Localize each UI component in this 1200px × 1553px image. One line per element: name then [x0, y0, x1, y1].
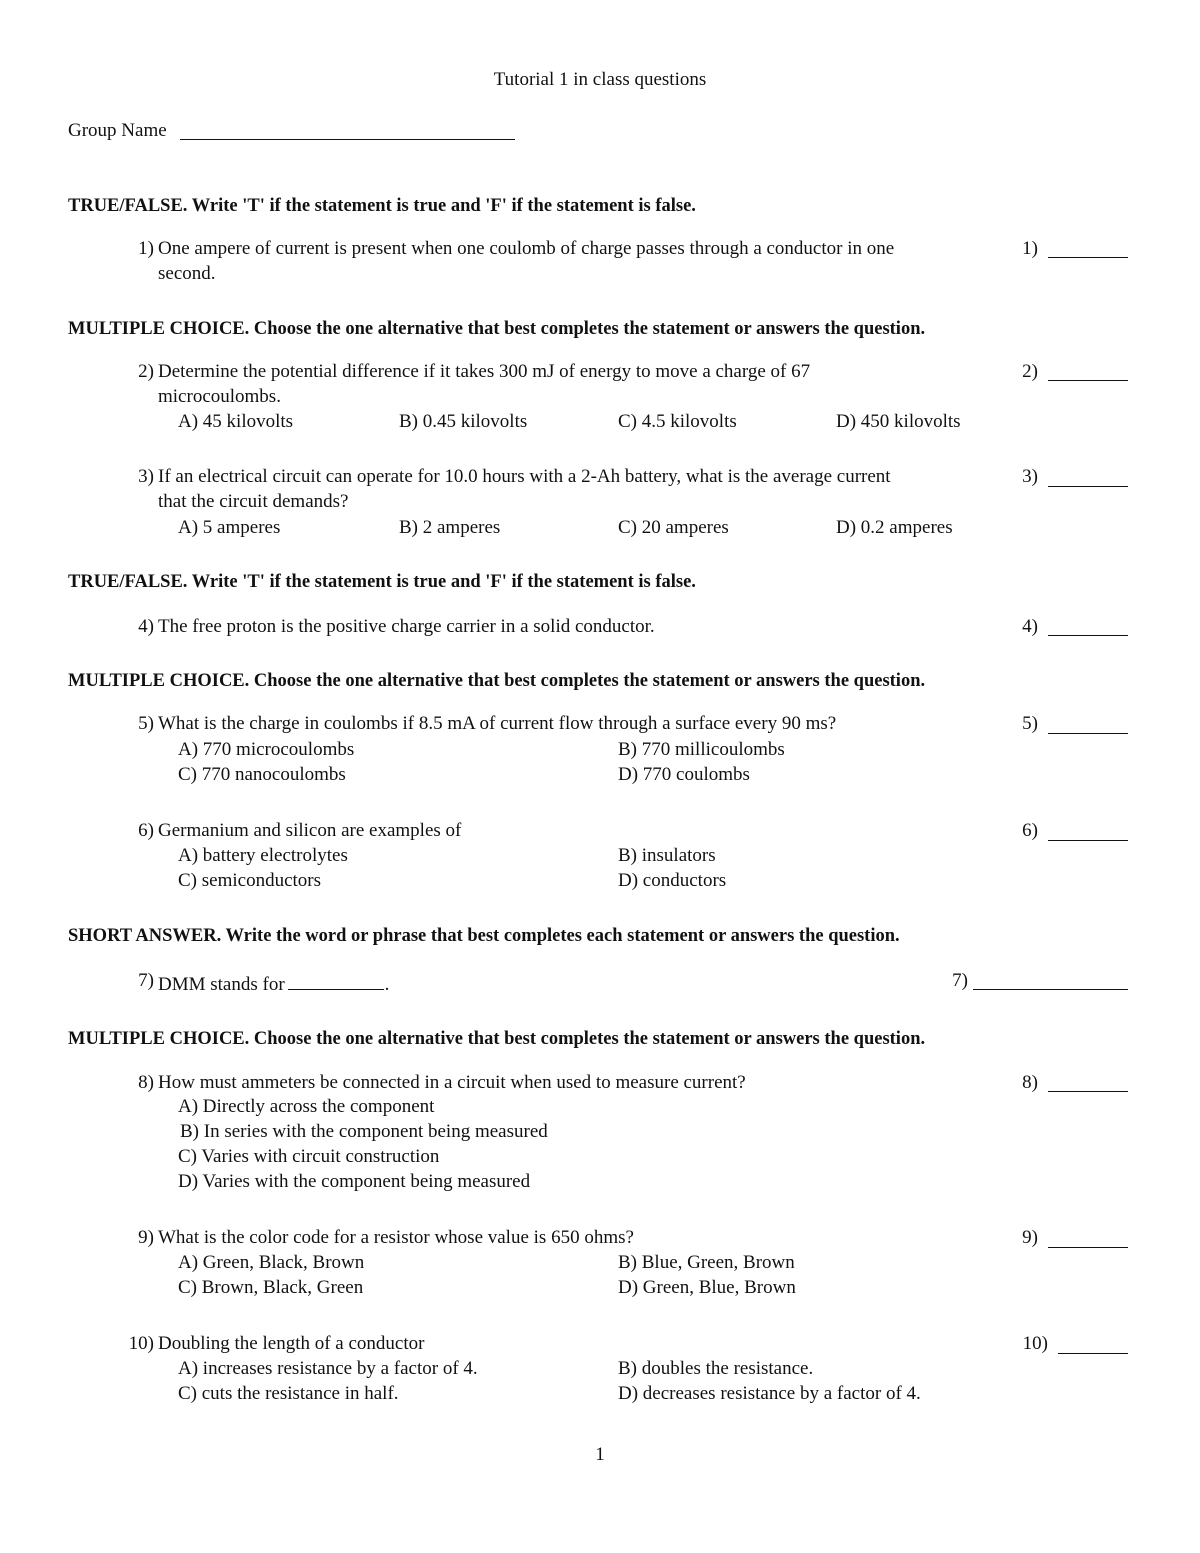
option-d[interactable]: D) Varies with the component being measured	[178, 1171, 531, 1192]
question-number: 4)	[138, 616, 154, 637]
option-c[interactable]: C) cuts the resistance in half.	[178, 1383, 399, 1404]
question-number: 3)	[138, 466, 154, 487]
answer-label: 7)	[952, 970, 968, 991]
question-number: 7)	[138, 970, 154, 991]
option-a[interactable]: A) Directly across the component	[178, 1096, 435, 1117]
option-a[interactable]: A) 5 amperes	[178, 517, 281, 538]
question-text: microcoulombs.	[158, 386, 281, 407]
question-number: 9)	[138, 1227, 154, 1248]
answer-blank[interactable]	[1048, 733, 1128, 734]
option-d[interactable]: D) 0.2 amperes	[836, 517, 953, 538]
answer-blank[interactable]	[1048, 486, 1128, 487]
option-b[interactable]: B) 0.45 kilovolts	[399, 411, 528, 432]
section-header-multiple-choice: MULTIPLE CHOICE. Choose the one alternative that best completes the statement or answers the question.	[68, 1029, 926, 1049]
option-b[interactable]: B) 770 millicoulombs	[618, 739, 785, 760]
option-d[interactable]: D) Green, Blue, Brown	[618, 1277, 796, 1298]
answer-blank[interactable]	[973, 989, 1128, 990]
option-b[interactable]: B) 2 amperes	[399, 517, 501, 538]
answer-blank[interactable]	[1058, 1353, 1128, 1354]
question-text: If an electrical circuit can operate for 10.0 hours with a 2-Ah battery, what is the average current	[158, 466, 891, 487]
section-header-multiple-choice: MULTIPLE CHOICE. Choose the one alternative that best completes the statement or answers the question.	[68, 319, 926, 339]
option-a[interactable]: A) 770 microcoulombs	[178, 739, 355, 760]
answer-label: 5)	[1022, 713, 1038, 734]
option-c[interactable]: C) 4.5 kilovolts	[618, 411, 737, 432]
question-text: How must ammeters be connected in a circuit when used to measure current?	[158, 1072, 746, 1093]
question-text: The free proton is the positive charge carrier in a solid conductor.	[158, 616, 655, 637]
answer-label: 9)	[1022, 1227, 1038, 1248]
question-number: 2)	[138, 361, 154, 382]
answer-label: 2)	[1022, 361, 1038, 382]
option-a[interactable]: A) 45 kilovolts	[178, 411, 294, 432]
option-a[interactable]: A) battery electrolytes	[178, 845, 348, 866]
answer-blank[interactable]	[1048, 1091, 1128, 1092]
answer-label: 8)	[1022, 1072, 1038, 1093]
group-name-label: Group Name	[68, 120, 167, 141]
question-text: second.	[158, 263, 216, 284]
option-b[interactable]: B) insulators	[618, 845, 716, 866]
question-text: Determine the potential difference if it takes 300 mJ of energy to move a charge of 67	[158, 361, 811, 382]
option-b[interactable]: B) doubles the resistance.	[618, 1358, 814, 1379]
question-text: Germanium and silicon are examples of	[158, 820, 462, 841]
question-text	[158, 971, 389, 994]
answer-label: 1)	[1022, 238, 1038, 259]
option-c[interactable]: C) 20 amperes	[618, 517, 729, 538]
answer-blank[interactable]	[1048, 840, 1128, 841]
option-d[interactable]: D) conductors	[618, 870, 727, 891]
page-number: 1	[595, 1444, 605, 1465]
option-b[interactable]: B) In series with the component being measured	[180, 1121, 548, 1142]
question-text: Doubling the length of a conductor	[158, 1333, 425, 1354]
option-a[interactable]: A) increases resistance by a factor of 4.	[178, 1358, 478, 1379]
option-c[interactable]: C) 770 nanocoulombs	[178, 764, 346, 785]
answer-blank[interactable]	[1048, 1247, 1128, 1248]
answer-label: 6)	[1022, 820, 1038, 841]
question-text: that the circuit demands?	[158, 491, 349, 512]
option-d[interactable]: D) 450 kilovolts	[836, 411, 961, 432]
question-text-after: .	[384, 974, 390, 995]
answer-blank[interactable]	[1048, 635, 1128, 636]
section-header-true-false: TRUE/FALSE. Write 'T' if the statement is true and 'F' if the statement is false.	[68, 196, 696, 216]
option-b[interactable]: B) Blue, Green, Brown	[618, 1252, 795, 1273]
inline-blank[interactable]	[288, 971, 384, 990]
question-text: What is the charge in coulombs if 8.5 mA of current flow through a surface every 90 ms?	[158, 713, 837, 734]
option-d[interactable]: D) decreases resistance by a factor of 4.	[618, 1383, 921, 1404]
answer-label: 3)	[1022, 466, 1038, 487]
option-c[interactable]: C) semiconductors	[178, 870, 322, 891]
page-title: Tutorial 1 in class questions	[493, 69, 707, 90]
question-text: One ampere of current is present when one coulomb of charge passes through a conductor in one	[158, 238, 895, 259]
section-header-true-false: TRUE/FALSE. Write 'T' if the statement is true and 'F' if the statement is false.	[68, 572, 696, 592]
option-a[interactable]: A) Green, Black, Brown	[178, 1252, 365, 1273]
section-header-short-answer: SHORT ANSWER. Write the word or phrase that best completes each statement or answers the question.	[68, 926, 900, 946]
option-d[interactable]: D) 770 coulombs	[618, 764, 750, 785]
question-number: 1)	[138, 238, 154, 259]
option-c[interactable]: C) Brown, Black, Green	[178, 1277, 364, 1298]
option-c[interactable]: C) Varies with circuit construction	[178, 1146, 440, 1167]
answer-label: 4)	[1022, 616, 1038, 637]
question-number: 6)	[138, 820, 154, 841]
question-text-before: DMM stands for	[158, 974, 285, 995]
question-number: 10)	[128, 1333, 154, 1354]
section-header-multiple-choice: MULTIPLE CHOICE. Choose the one alternative that best completes the statement or answers the question.	[68, 671, 926, 691]
answer-label: 10)	[1022, 1333, 1048, 1354]
question-number: 5)	[138, 713, 154, 734]
group-name-field[interactable]	[180, 139, 515, 140]
answer-blank[interactable]	[1048, 257, 1128, 258]
question-text: What is the color code for a resistor whose value is 650 ohms?	[158, 1227, 634, 1248]
question-number: 8)	[138, 1072, 154, 1093]
answer-blank[interactable]	[1048, 380, 1128, 381]
